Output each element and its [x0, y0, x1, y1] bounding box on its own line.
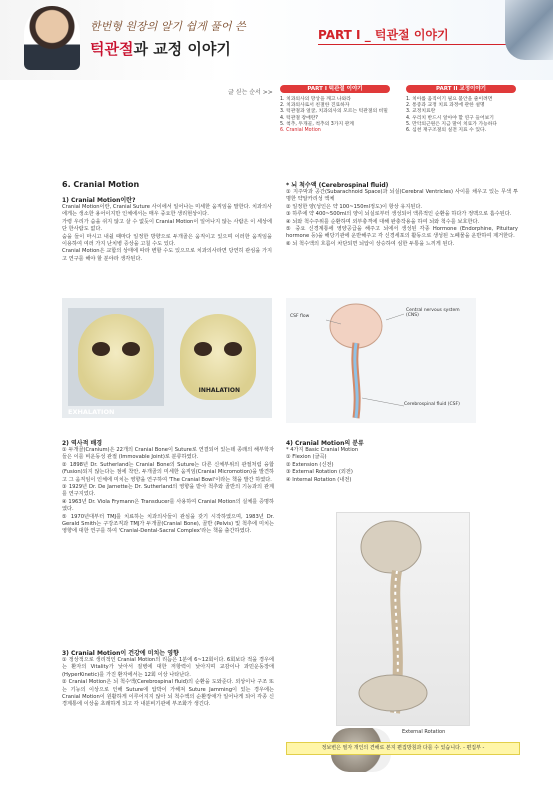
- paragraph: Cranial Motion이란, Cranial Suture 사이에서 일어나는 미세한 움직임을 말한다. 치과의사에게는 생소한 용어이지만 인체에서는 매우 중요한 생리현상이다.: [62, 204, 272, 218]
- list-item: ① 두개골(Cranium)은 22개의 Cranial Bone이 Suture로 연결되어 있는데 종래의 해부학자들은 이를 비운동성 관절 (Immovable Joint)로 분류하였다.: [62, 447, 274, 461]
- decorative-rock: [505, 0, 553, 60]
- series-title: [90, 38, 231, 59]
- toc-item: 2. 치과의사로서 친절한 진료하자: [280, 103, 350, 109]
- series-subtitle: 한번형 원장의 알기 쉽게 풀어 쓴: [90, 20, 246, 33]
- list-item: ② Extension (신전): [286, 461, 334, 468]
- exhalation-label: EXHALATION: [68, 408, 115, 416]
- list-item: ④ 뇌와 척수주위를 순환하며 외부충격에 대해 완충작용을 하여 뇌와 척수를 보호한다.: [286, 218, 480, 225]
- list-item: ① 정상적으로 생리적인 Cranial Motion의 리듬은 1분에 6~12회이다. 6회보다 적을 경우에는 환자의 Vitality가 낮아서 질병에 대한 저항력이 낮아지며 교감이나 과민운동장애(HyperKinetic)를 가진 환자에서는 12회 이상 나타난다.: [62, 657, 274, 678]
- title-rest: 과 교정 이야기: [133, 40, 231, 58]
- paragraph: 숨을 들이 마시고 내쉴 때마다 일정한 방향으로 두개골은 움직이고 있으며 이러한 움직임을 이용하여 여러 가지 난치병 증상을 고칠 수도 있다.: [62, 233, 272, 248]
- table-of-contents: [228, 85, 528, 163]
- toc-item: 4. 우리치 반드시 알아야 할 연구 들어보기: [406, 115, 494, 121]
- toc-part1-title: PART I 턱관절 이야기: [280, 85, 390, 93]
- subsection-title: * 뇌 척수액 (Cerebrospinal fluid): [286, 182, 389, 189]
- toc-label: 글 싣는 순서 >>: [228, 89, 273, 96]
- csf-flow-label: CSF flow: [290, 314, 310, 319]
- subsection-title: 2) 역사적 배경: [62, 440, 103, 447]
- page-header: [0, 0, 553, 80]
- list-item: ① 지주막과 공간(Subarachnoid Space)과 뇌실(Cerebral Ventricles) 사이를 채우고 있는 무색 투명한 약알카리성 액체: [286, 189, 518, 203]
- toc-part1-list: [280, 97, 400, 134]
- list-item: ⑤ 중요 신경계통에 영양공급을 해주고 뇌에서 생성된 각종 Hormone (Endorphine, Pituitary hormone 등)을 해당기관에 운반해주고 각 신경세포의 활동으로 생성된 노폐물을 운반하여 제거한다.: [286, 226, 518, 240]
- history-section: [62, 438, 274, 536]
- toc-item: 6. 심천 재구조절의 실전 지표 수 있다.: [406, 128, 487, 134]
- inhalation-label: INHALATION: [198, 387, 240, 394]
- paragraph: Cranial Motion은 교합의 상태에 따라 변할 수도 있으므로 치과의사라면 당연히 관심을 가지고 연구를 해야 할 분야라 생각된다.: [62, 248, 272, 262]
- list-item: ③ 1929년 Dr. De Jarnette는 Dr. Sutherland의 영향을 받아 척추와 골반의 기능과의 관계를 연구지었다.: [62, 484, 274, 498]
- list-item: ⑤ 1970년대부터 TMJ를 치료하는 치과의사들이 관심을 갖기 시작하였으며, 1983년 Dr. Gerald Smith는 구강조직과 TMJ가 두개골(Cranial Bone), 골반 (Pelvis) 및 척추에 미치는 영향에 대한 연구를 하여 'Cranial-Dental-Sacral Complex'라는 책을 출간하였다.: [62, 513, 274, 535]
- list-item: ② 1898년 Dr. Sutherland는 Cranial Bone의 Suture는 다른 신체부위의 관절처럼 융합(Fusion)되지 않는다는 점에 착안, 두개골의 미세한 움직임(Cranial Micromotion)을 발견하고 그 움직임이 인체에 미치는 영향을 연구하여 'The Cranial Bowl'이라는 책을 발간 하였다.: [62, 461, 274, 483]
- skull-illustration: [62, 298, 272, 418]
- spine-illustration: [336, 512, 470, 726]
- toc-item: 1. 치아를 움직이기 필요 불안을 줄이려면: [406, 97, 493, 102]
- csf-diagram: [286, 298, 476, 423]
- part-heading: PART I _ 턱관절 이야기: [318, 28, 449, 42]
- section-title: 6. Cranial Motion: [62, 180, 140, 189]
- toc-item: 3. 교정치료란: [406, 109, 436, 115]
- toc-part2-list: [406, 97, 526, 134]
- csf-section: [286, 180, 518, 248]
- toc-item-active: 6. Cranial Motion: [280, 128, 321, 134]
- part-underline: [318, 44, 508, 45]
- list-item: ④ Internal Rotation (내전): [286, 476, 352, 483]
- cns-label: Central nervous system (CNS): [406, 308, 460, 318]
- list-item: ③ External Rotation (외전): [286, 469, 353, 476]
- list-item: ⑥ 뇌 척수액의 흐름이 차단되면 뇌압이 상승하여 심한 두통을 느끼게 된다.: [286, 240, 455, 247]
- health-section: [62, 648, 274, 709]
- subsection-title: 3) Cranial Motion이 건강에 미치는 영향: [62, 650, 179, 657]
- list-item: ③ 하루에 약 400~500ml의 양이 뇌실로부터 생성되어 액류적인 순환을 하다가 정맥으로 흡수된다.: [286, 211, 512, 218]
- list-item: ② Cranial Motion은 뇌 척수액(Cerebrospinal fluid)의 순환을 도와준다. 외상이나 구조 또는 기능의 이상으로 인해 Suture에 압박이 가해져 Suture Jamming이 있는 경우에는 Cranial Motion이 원활하게 이루어지지 않아 뇌 척수액의 순환장애가 일어나게 되어 각종 신경계통에 이상을 초래하게 되고 각 내분비기관에 부조화가 생긴다.: [62, 679, 274, 708]
- external-rotation-label: External Rotation: [402, 729, 446, 735]
- toc-part2-title: PART II 교정이야기: [406, 85, 516, 93]
- paragraph: 가령 우리가 숨을 쉬지 않고 살 수 없듯이 Cranial Motion이 일어나지 않는 사람은 이 세상에 단 한사람도 없다.: [62, 218, 272, 233]
- list-item: ④ 1963년 Dr. Viola Frymann은 Transducer를 사용하여 Cranial Motion의 실체를 증명하였다.: [62, 498, 274, 513]
- toc-item: 4. 턱관절 장애란?: [280, 115, 318, 121]
- title-accent: 턱관절: [90, 40, 134, 58]
- spine-svg: [337, 513, 469, 725]
- toc-item: 5. 척추, 두개골, 척추의 3가지 관계: [280, 121, 354, 127]
- list-item: ② 일정한 양(성인은 약 100~150ml정도)이 항상 유지된다.: [286, 203, 423, 210]
- list-item: ① Flexion (굴곡): [286, 454, 327, 461]
- toc-item: 5. 만악의근원은 지금 말이 치료가 가능하다: [406, 121, 497, 127]
- exhale-skull: [68, 308, 164, 406]
- subsection-title: 1) Cranial Motion이란?: [62, 197, 136, 204]
- classification-section: [286, 438, 518, 484]
- subsection-title: 4) Cranial Motion의 분류: [286, 440, 364, 447]
- toc-item: 3. 턱관절과 얼굴, 치과의사의 모르는 턱관절의 비밀: [280, 109, 388, 115]
- author-photo: [24, 6, 80, 70]
- editorial-disclaimer: 정보변은 필자 개인의 견해로 본지 편집방침과 다를 수 있습니다. - 편집부 -: [286, 742, 520, 755]
- toc-item: 2. 통증과 교정 치료 과정에 관한 설명: [406, 103, 485, 109]
- section-intro: [62, 180, 272, 263]
- toc-item: 1. 치과의사의 망상을 깨고 나와라: [280, 97, 351, 102]
- csf-label: Cerebrospinal fluid (CSF): [404, 402, 460, 407]
- list-intro: * 4가지 Basic Cranial Motion: [286, 447, 359, 453]
